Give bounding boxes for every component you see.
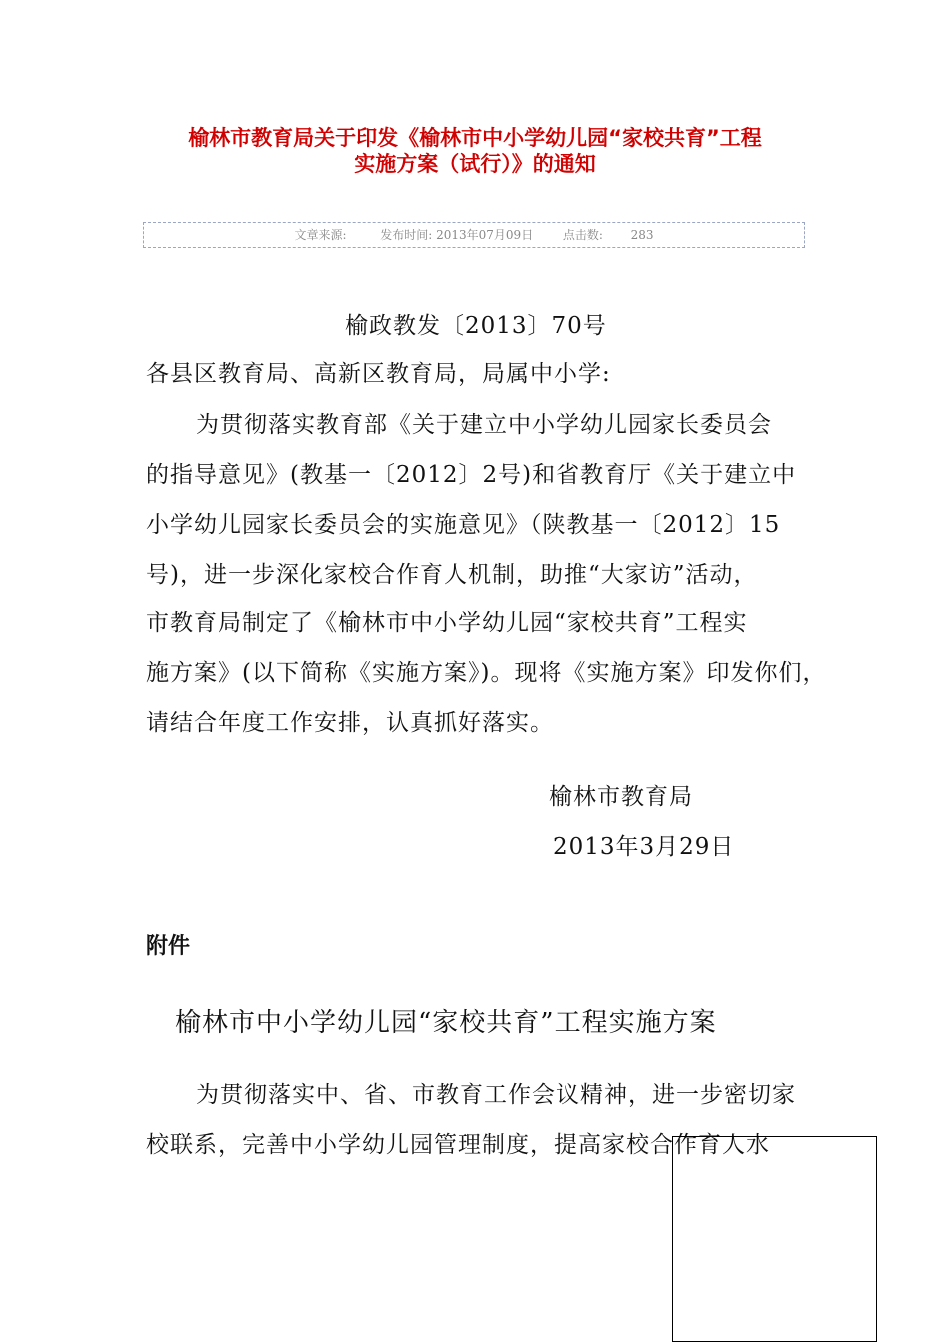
signature-date: 2013年3月29日 [553, 834, 735, 860]
plan-line: 为贯彻落实中、省、市教育工作会议精神，进一步密切家 [196, 1082, 796, 1108]
clicks-label: 点击数: [562, 228, 603, 242]
clicks-value: 283 [630, 228, 654, 242]
article-meta-bar [143, 222, 805, 248]
body-line: 的指导意见》(教基一〔2012〕2号)和省教育厅《关于建立中 [146, 462, 797, 488]
attachment-label: 附件 [146, 934, 191, 959]
plan-line: 校联系，完善中小学幼儿园管理制度，提高家校合作育人水 [146, 1132, 770, 1158]
body-line: 号)，进一步深化家校合作育人机制，助推“大家访”活动， [146, 562, 758, 588]
recipients: 各县区教育局、高新区教育局，局属中小学: [146, 361, 611, 387]
publish-date: 2013年07月09日 [436, 228, 534, 242]
document-title-line-2: 实施方案（试行）》的通知 [354, 152, 596, 176]
publish-label: 发布时间: [380, 228, 433, 242]
body-line: 为贯彻落实教育部《关于建立中小学幼儿园家长委员会 [196, 412, 772, 438]
source-label: 文章来源: [294, 228, 347, 242]
signature-org: 榆林市教育局 [549, 784, 693, 810]
plan-title: 榆林市中小学幼儿园“家校共育”工程实施方案 [175, 1008, 717, 1038]
empty-frame-box [672, 1136, 877, 1342]
body-line: 请结合年度工作安排，认真抓好落实。 [146, 710, 554, 736]
document-title-line-1: 榆林市教育局关于印发《榆林市中小学幼儿园“家校共育”工程 [188, 126, 762, 150]
body-line: 小学幼儿园家长委员会的实施意见》（陕教基一〔2012〕15 [146, 512, 781, 538]
document-number: 榆政教发〔2013〕70号 [345, 313, 607, 339]
body-line: 市教育局制定了《榆林市中小学幼儿园“家校共育”工程实 [146, 610, 748, 636]
body-line: 施方案》(以下简称《实施方案》)。现将《实施方案》印发你们， [146, 660, 827, 686]
